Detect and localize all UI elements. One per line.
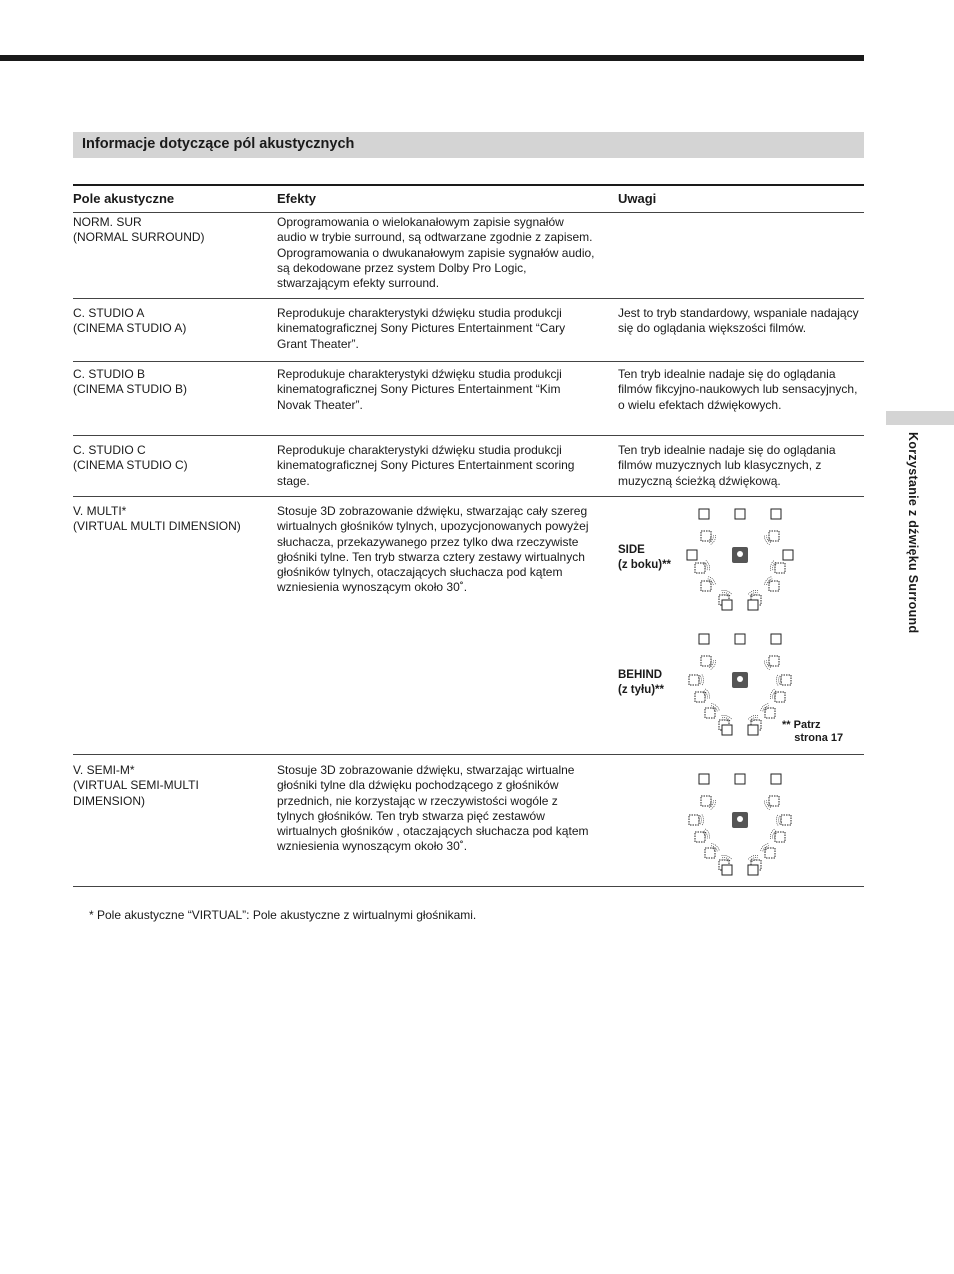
virtual-speaker <box>781 675 791 685</box>
cell-effects: Reprodukuje charakterystyki dźwięku studia produkcji kinematograficznej Sony Pictures Entertainment “Kim Novak Theater”. <box>277 367 562 412</box>
cell-field: C. STUDIO B (CINEMA STUDIO B) <box>73 367 188 397</box>
virtual-speaker <box>775 832 785 842</box>
virtual-speaker <box>705 848 715 858</box>
header-notes: Uwagi <box>618 191 657 206</box>
sound-wave <box>779 676 780 684</box>
virtual-speaker <box>769 796 779 806</box>
sound-wave <box>779 816 780 824</box>
row-divider <box>73 496 864 497</box>
cell-field: NORM. SUR (NORMAL SURROUND) <box>73 215 205 245</box>
header-sound-field: Pole akustyczne <box>73 191 175 206</box>
behind-diagram-label: BEHIND (z tyłu)** <box>618 669 664 696</box>
cell-notes: Ten tryb idealnie nadaje się do oglądania filmów fikcyjno-naukowych lub sensacyjnych, o wielu efektach dźwiękowych. <box>618 367 858 412</box>
row-divider <box>73 212 864 213</box>
sound-wave <box>748 715 758 719</box>
cell-effects: Reprodukuje charakterystyki dźwięku studia produkcji kinematograficznej Sony Pictures Entertainment “Cary Grant Theater”. <box>277 306 566 351</box>
virtual-speaker <box>695 832 705 842</box>
sound-wave <box>700 676 701 684</box>
listener-head <box>737 551 743 557</box>
cell-field: C. STUDIO C (CINEMA STUDIO C) <box>73 443 188 473</box>
rear-left-speaker <box>722 600 732 610</box>
front-right-speaker <box>771 509 781 519</box>
side-right-speaker <box>783 550 793 560</box>
rear-right-speaker <box>748 725 758 735</box>
sound-wave <box>722 855 732 859</box>
side-tab-marker <box>886 411 954 425</box>
section-header-bar <box>73 132 864 158</box>
rear-right-speaker <box>748 865 758 875</box>
sound-wave <box>770 560 774 570</box>
front-right-speaker <box>771 634 781 644</box>
cell-field: C. STUDIO A (CINEMA STUDIO A) <box>73 306 187 336</box>
sound-wave <box>706 560 710 570</box>
sound-wave <box>776 675 778 686</box>
behind-speaker-diagram <box>684 631 796 737</box>
header-effects: Efekty <box>277 191 317 206</box>
virtual-speaker <box>769 656 779 666</box>
sound-wave <box>705 829 709 839</box>
sound-wave <box>702 675 704 686</box>
front-left-speaker <box>699 774 709 784</box>
table-header-rule <box>73 184 864 186</box>
cell-effects: Stosuje 3D zobrazowanie dźwięku, stwarzając wirtualne głośniki tylne dla dźwięku pochodzącego z głośników przednich, nie korzystając w rzeczywistości wogóle z tylnych głośników. Ten tryb stwarza pięć zestawów wirtualnych głośników , otaczających słuchacza pod kątem wzniesienia wynoszącym około 30˚. <box>277 763 589 854</box>
sound-wave <box>722 590 732 594</box>
side-speaker-diagram <box>684 506 796 612</box>
virtual-speaker <box>695 692 705 702</box>
sound-wave <box>748 855 758 859</box>
row-divider <box>73 435 864 436</box>
side-left-speaker <box>687 550 697 560</box>
sound-wave <box>776 815 778 826</box>
page-reference-note: ** Patrz strona 17 <box>782 719 844 744</box>
row-divider <box>73 361 864 362</box>
front-left-speaker <box>699 634 709 644</box>
rear-left-speaker <box>722 865 732 875</box>
sound-wave <box>770 829 774 839</box>
virtual-speaker <box>705 708 715 718</box>
cell-field: V. MULTI* (VIRTUAL MULTI DIMENSION) <box>73 504 241 534</box>
center-speaker <box>735 634 745 644</box>
cell-effects: Oprogramowania o wielokanałowym zapisie sygnałów audio w trybie surround, są odtwarzane zgodnie z zapisem. Oprogramowania o dwukanałowym zapisie sygnałów audio, są dekodowane przez system Dolby Pro Logic, stwarzającym efekty surround. <box>277 215 595 291</box>
virtual-speaker <box>769 581 779 591</box>
sound-wave <box>705 689 709 699</box>
side-diagram-label: SIDE (z boku)** <box>618 544 672 571</box>
front-left-speaker <box>699 509 709 519</box>
virtual-speaker <box>689 675 699 685</box>
section-title: Informacje dotyczące pól akustycznych <box>82 136 355 152</box>
listener-head <box>737 816 743 822</box>
listener-head <box>737 676 743 682</box>
cell-field: V. SEMI-M* (VIRTUAL SEMI-MULTI DIMENSION) <box>73 763 199 808</box>
sound-wave <box>702 815 704 826</box>
sound-wave <box>700 816 701 824</box>
rear-left-speaker <box>722 725 732 735</box>
cell-effects: Stosuje 3D zobrazowanie dźwięku, stwarzając cały szereg wirtualnych głośników tylnych, upozycjonowanych powyżej słuchacza, przekazywanego przez tylko dwa rzeczywiste głośniki tylne. Ten tryb stwarza cztery zestawy wirtualnych głośników tylnych, otaczających słuchacza pod kątem wzniesienia wynoszącym około 30˚. <box>277 504 589 595</box>
cell-notes: Jest to tryb standardowy, wspaniale nadający się do oglądania większości filmów. <box>618 306 859 336</box>
virtual-speaker <box>775 563 785 573</box>
cell-effects: Reprodukuje charakterystyki dźwięku studia produkcji kinematograficznej Sony Pictures Entertainment scoring stage. <box>277 443 575 488</box>
row-divider <box>73 886 864 887</box>
sound-wave <box>748 590 758 594</box>
virtual-speaker <box>689 815 699 825</box>
virtual-speaker <box>769 531 779 541</box>
center-speaker <box>735 509 745 519</box>
semi-speaker-diagram <box>684 771 796 877</box>
rear-right-speaker <box>748 600 758 610</box>
sound-wave <box>770 689 774 699</box>
center-speaker <box>735 774 745 784</box>
row-divider <box>73 754 864 755</box>
virtual-speaker <box>775 692 785 702</box>
footnote: * Pole akustyczne “VIRTUAL”: Pole akustyczne z wirtualnymi głośnikami. <box>89 908 477 922</box>
row-divider <box>73 298 864 299</box>
cell-notes: Ten tryb idealnie nadaje się do oglądania filmów muzycznych lub klasycznych, z muzyczną ścieżką dźwiękową. <box>618 443 836 488</box>
top-rule <box>0 55 864 61</box>
front-right-speaker <box>771 774 781 784</box>
virtual-speaker <box>781 815 791 825</box>
sound-wave <box>722 715 732 719</box>
side-tab-text: Korzystanie z dźwięku Surround <box>906 432 920 634</box>
